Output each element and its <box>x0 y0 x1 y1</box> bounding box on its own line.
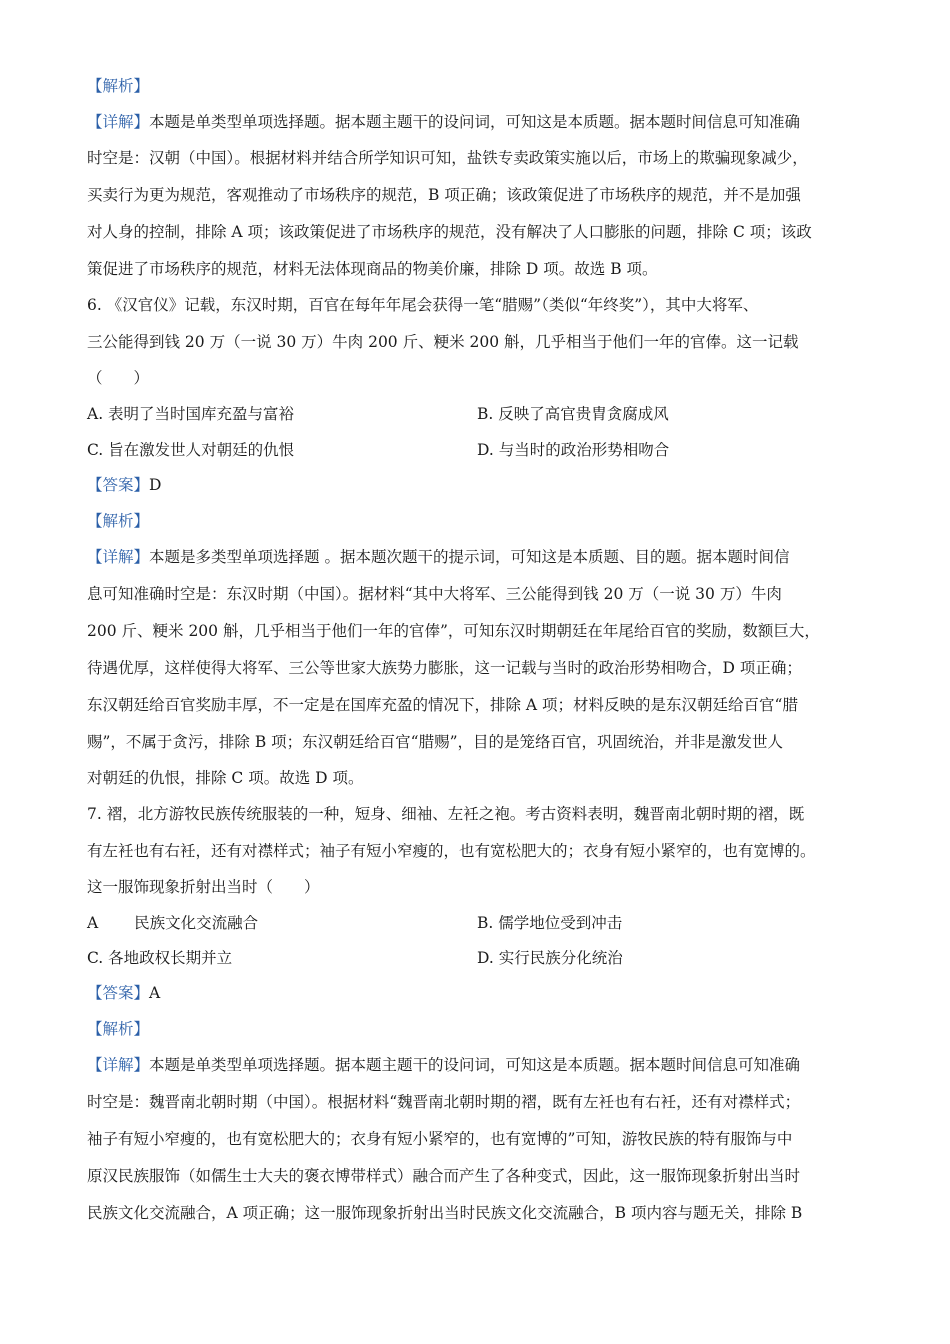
explanation-line: 【详解】本题是单类型单项选择题。据本题主题干的设问词，可知这是本质题。据本题时间信息可知准确 <box>87 1056 801 1074</box>
question-7-stem: 这一服饰现象折射出当时（ ） <box>87 878 320 896</box>
explanation-line: 待遇优厚，这样使得大将军、三公等世家大族势力膨胀，这一记载与当时的政治形势相吻合，D 项正确； <box>87 659 802 677</box>
question-6-stem: 6. 《汉官仪》记载，东汉时期，百官在每年年尾会获得一笔“腊赐”（类似“年终奖”），其中大将军、 <box>87 296 759 314</box>
question-6-option-b: B. 反映了高官贵胄贪腐成风 <box>477 405 669 423</box>
analysis-label: 【解析】 <box>87 512 150 530</box>
detail-label: 【详解】 <box>87 548 150 566</box>
detail-label: 【详解】 <box>87 1056 150 1074</box>
explanation-line: 对人身的控制，排除 A 项；该政策促进了市场秩序的规范，没有解决了人口膨胀的问题，排除 C 项；该政 <box>87 223 812 241</box>
explanation-line: 时空是：魏晋南北朝时期（中国）。根据材料“魏晋南北朝时期的褶，既有左衽也有右衽，还有对襟样式； <box>87 1093 801 1111</box>
question-7-option-d: D. 实行民族分化统治 <box>477 949 623 967</box>
question-7-option-a: A 民族文化交流融合 <box>87 914 259 932</box>
question-7-stem: 7. 褶，北方游牧民族传统服装的一种，短身、细袖、左衽之袍。考古资料表明，魏晋南北朝时期的褶，既 <box>87 805 805 823</box>
answer-label: 【答案】 <box>87 984 150 1002</box>
detail-label: 【详解】 <box>87 113 150 131</box>
explanation-line: 200 斤、粳米 200 斛，几乎相当于他们一年的官俸”，可知东汉时期朝廷在年尾给百官的奖励，数额巨大， <box>87 622 820 640</box>
explanation-line: 袖子有短小窄瘦的，也有宽松肥大的；衣身有短小紧窄的，也有宽博的”可知，游牧民族的特有服饰与中 <box>87 1130 793 1148</box>
question-7-stem: 有左衽也有右衽，还有对襟样式；袖子有短小窄瘦的，也有宽松肥大的；衣身有短小紧窄的，也有宽博的。 <box>87 842 816 860</box>
question-6-option-c: C. 旨在激发世人对朝廷的仇恨 <box>87 441 295 459</box>
explanation-line: 息可知准确时空是：东汉时期（中国）。据材料“其中大将军、三公能得到钱 20 万（一说 30 万）牛肉 <box>87 585 782 603</box>
question-6-option-a: A. 表明了当时国库充盈与富裕 <box>87 405 295 423</box>
question-6-blank: （ ） <box>87 369 150 387</box>
question-7-answer: 【答案】A <box>87 984 161 1002</box>
explanation-line: 赐”，不属于贪污，排除 B 项；东汉朝廷给百官“腊赐”，目的是笼络百官，巩固统治，并非是激发世人 <box>87 733 784 751</box>
explanation-line: 【详解】本题是多类型单项选择题 。据本题次题干的提示词，可知这是本质题、目的题。据本题时间信 <box>87 548 790 566</box>
answer-label: 【答案】 <box>87 476 150 494</box>
explanation-line: 时空是：汉朝（中国）。根据材料并结合所学知识可知，盐铁专卖政策实施以后，市场上的欺骗现象减少， <box>87 149 808 167</box>
explanation-line: 买卖行为更为规范，客观推动了市场秩序的规范，B 项正确；该政策促进了市场秩序的规范，并不是加强 <box>87 186 801 204</box>
question-7-option-b: B. 儒学地位受到冲击 <box>477 914 623 932</box>
explanation-line: 民族文化交流融合，A 项正确；这一服饰现象折射出当时民族文化交流融合，B 项内容与题无关，排除 B <box>87 1204 803 1222</box>
analysis-label: 【解析】 <box>87 1020 150 1038</box>
question-6-answer: 【答案】D <box>87 476 162 494</box>
question-6-option-d: D. 与当时的政治形势相吻合 <box>477 441 670 459</box>
explanation-line: 对朝廷的仇恨，排除 C 项。故选 D 项。 <box>87 769 364 787</box>
question-6-stem: 三公能得到钱 20 万（一说 30 万）牛肉 200 斤、粳米 200 斛，几乎相当于他们一年的官俸。这一记载 <box>87 333 799 351</box>
explanation-line: 【详解】本题是单类型单项选择题。据本题主题干的设问词，可知这是本质题。据本题时间信息可知准确 <box>87 113 801 131</box>
question-7-option-c: C. 各地政权长期并立 <box>87 949 233 967</box>
explanation-line: 原汉民族服饰（如儒生士大夫的褒衣博带样式）融合而产生了各种变式，因此，这一服饰现象折射出当时 <box>87 1167 801 1185</box>
explanation-line: 东汉朝廷给百官奖励丰厚，不一定是在国库充盈的情况下，排除 A 项；材料反映的是东汉朝廷给百官“腊 <box>87 696 798 714</box>
explanation-line: 策促进了市场秩序的规范，材料无法体现商品的物美价廉，排除 D 项。故选 B 项。 <box>87 260 658 278</box>
analysis-label: 【解析】 <box>87 77 150 95</box>
